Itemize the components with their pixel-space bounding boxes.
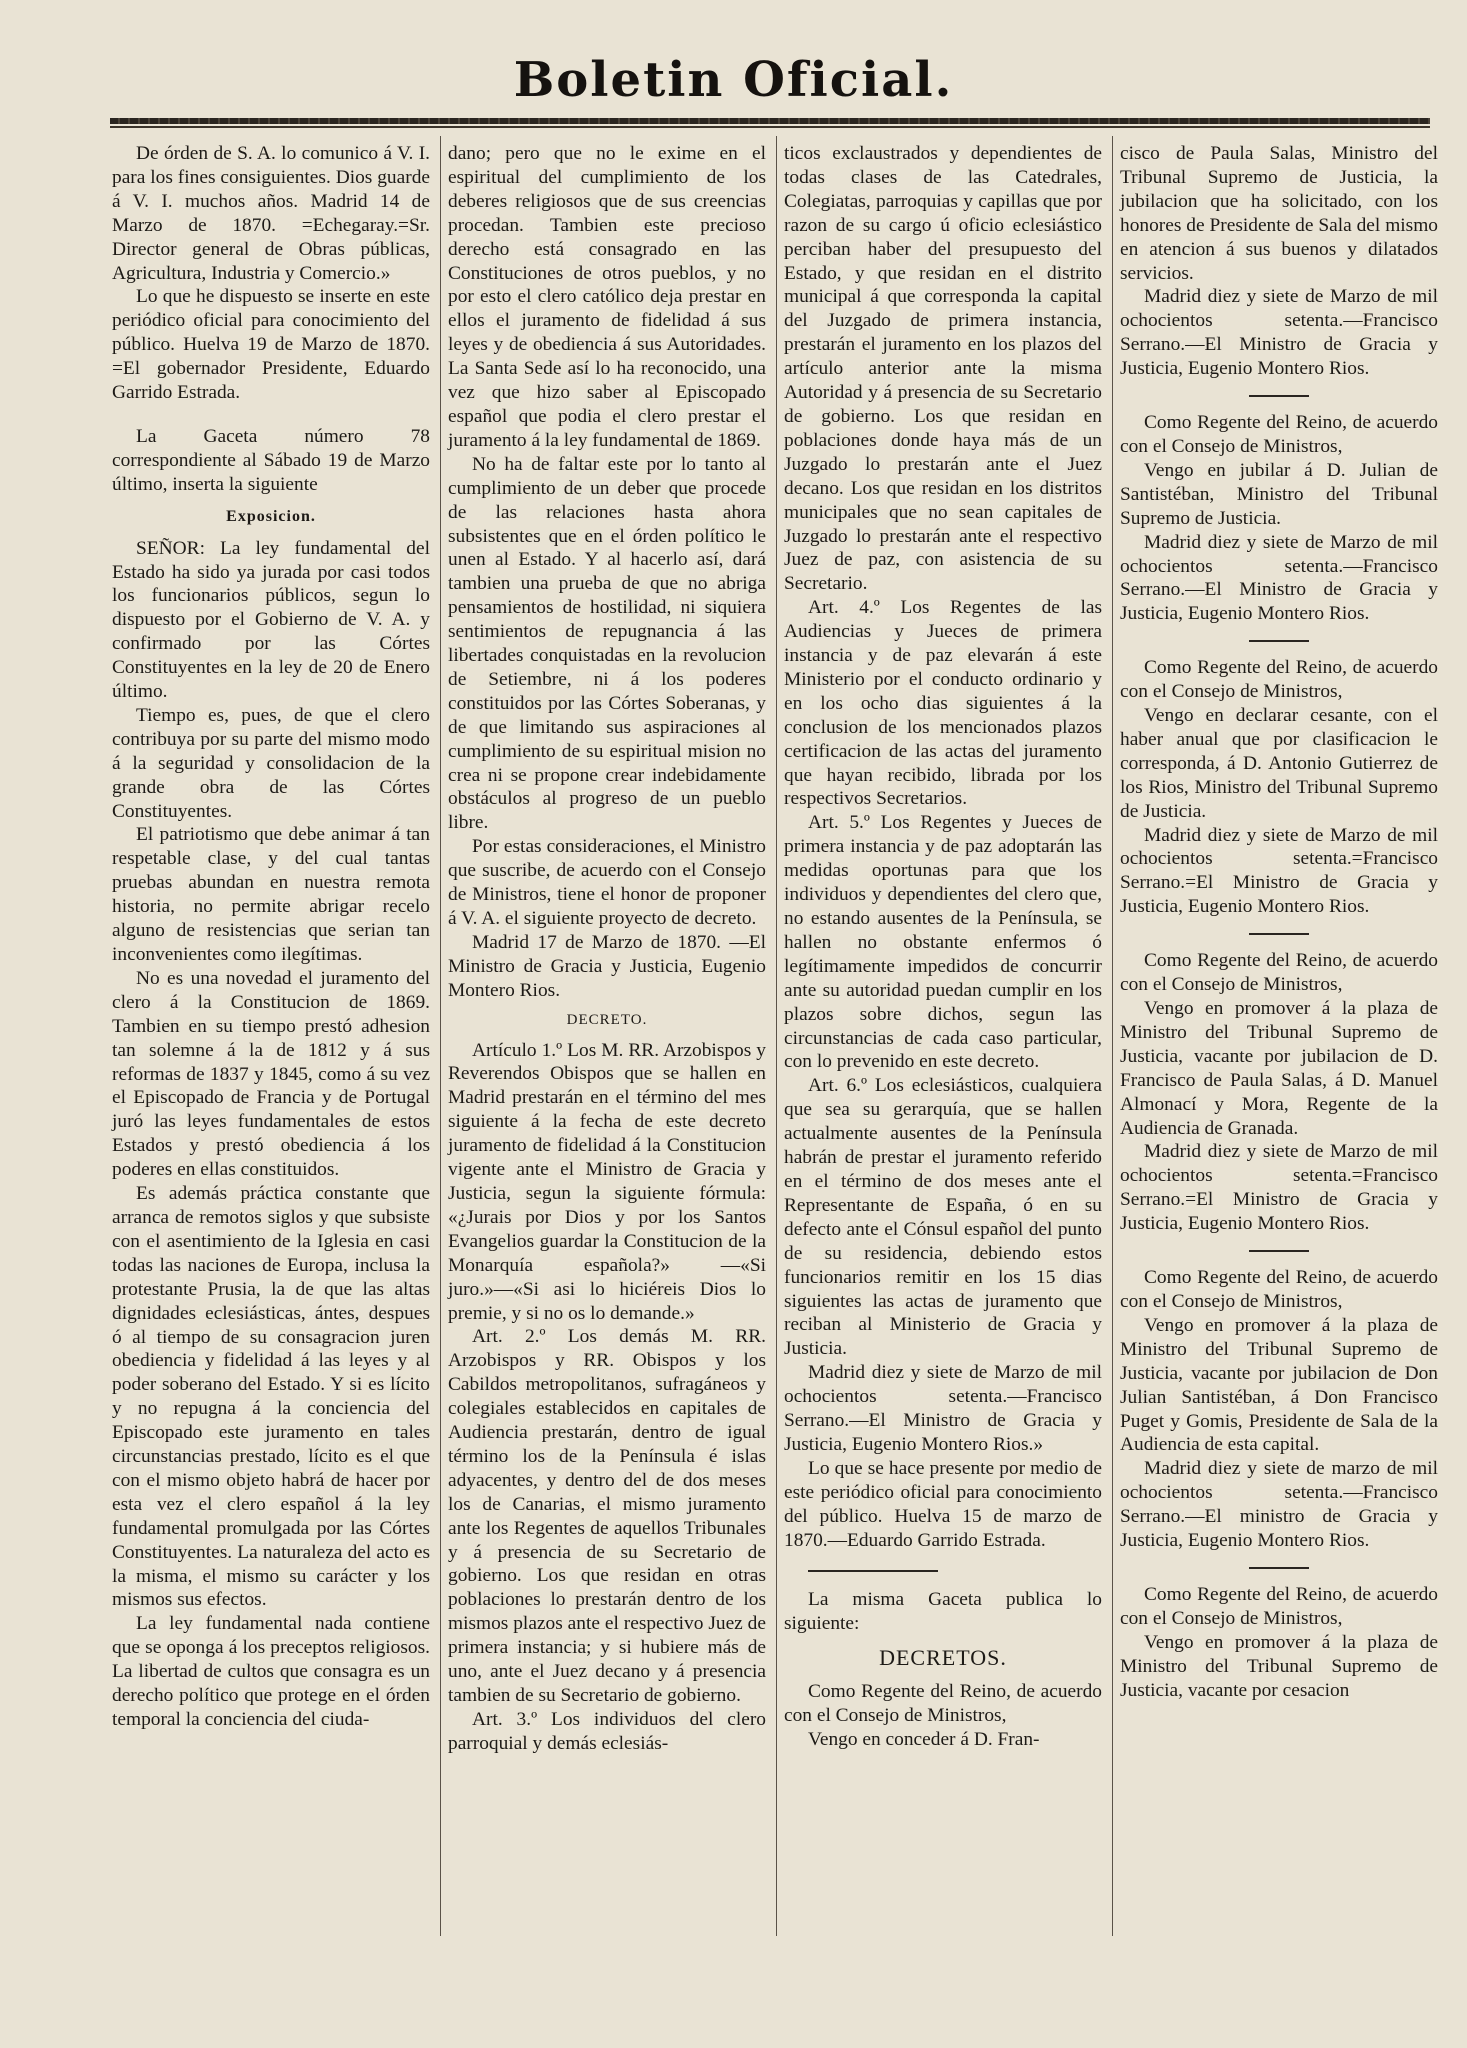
separator [1249, 395, 1309, 397]
column-1 [112, 142, 430, 1732]
paragraph: Es además práctica constante que arranca de remotos siglos y que subsiste con el asentimiento de la Iglesia en casi todas las naciones de Europa, inclusa la protestante Prusia, la de que las altas dignidades eclesiásticas, ántes, despues ó al tiempo de su consagracion juren obediencia y fidelidad á las leyes y al poder soberano del Estado. Y si es lícito y no repugna á la conciencia del Episcopado este juramento en tales circunstancias prestado, lícito es el que con el mismo objeto habrá de hacer por esta vez el clero español á la ley fundamental promulgada por las Córtes Constituyentes. La naturaleza del acto es la misma, el mismo su carácter y los mismos sus efectos. [112, 1183, 430, 1611]
separator [1249, 1567, 1309, 1569]
paragraph: Vengo en promover á la plaza de Ministro del Tribunal Supremo de Justicia, vacante por jubilacion de D. Francisco de Paula Salas, á D. Manuel Almonací y Mora, Regente de la Audiencia de Granada. [1120, 998, 1438, 1139]
paragraph: SEÑOR: La ley fundamental del Estado ha sido ya jurada por casi todos los funcionarios públicos, segun lo dispuesto por el Gobierno de V. A. y confirmado por las Córtes Constituyentes en la ley de 20 de Enero último. [112, 537, 430, 703]
separator [808, 1570, 938, 1572]
paragraph: Vengo en conceder á D. Fran- [808, 1729, 1040, 1750]
paragraph: Como Regente del Reino, de acuerdo con el Consejo de Ministros, [1120, 657, 1438, 703]
masthead-rule-thin [110, 126, 1430, 128]
separator [1249, 1250, 1309, 1252]
paragraph: Artículo 1.º Los M. RR. Arzobispos y Reverendos Obispos que se hallen en Madrid prestarán en el término del mes siguiente á la fecha de este decreto juramento de fidelidad á la Constitucion vigente ante el Ministro de Gracia y Justicia, segun la siguiente fórmula: «¿Jurais por Dios y por los Santos Evangelios guardar la Constitucion de la Monarquía española?» —«Si juro.»—«Si asi lo hiciéreis Dios lo premie, y si no os lo demande.» [448, 1039, 766, 1324]
column-divider [1112, 136, 1113, 1936]
paragraph: Como Regente del Reino, de acuerdo con el Consejo de Ministros, [1120, 950, 1438, 996]
paragraph: Madrid diez y siete de Marzo de mil ochocientos setenta.—Francisco Serrano.—El Ministro de Gracia y Justicia, Eugenio Montero Rios. [1120, 531, 1438, 625]
paragraph: Como Regente del Reino, de acuerdo con el Consejo de Ministros, [1120, 412, 1438, 457]
paragraph: Lo que se hace presente por medio de este periódico oficial para conocimiento del público. Huelva 15 de marzo de 1870.—Eduardo Garrido Estrada. [784, 1457, 1102, 1551]
paragraph: Por estas consideraciones, el Ministro que suscribe, de acuerdo con el Consejo de Ministros, tiene el honor de proponer á V. A. el siguiente proyecto de decreto. [448, 836, 766, 929]
separator [1249, 933, 1309, 935]
paragraph: De órden de S. A. lo comunico á V. I. para los fines consiguientes. Dios guarde á V. I. muchos años. Madrid 14 de Marzo de 1870. =Echegaray.=Sr. Director general de Obras públicas, Agricultura, Industria y Comercio.» [112, 143, 430, 284]
paragraph: Vengo en promover á la plaza de Ministro del Tribunal Supremo de Justicia, vacante por cesacion [1120, 1631, 1438, 1701]
paragraph: Como Regente del Reino, de acuerdo con el Consejo de Ministros, [1120, 1583, 1438, 1629]
section-heading: Exposicion. [226, 507, 316, 525]
paragraph: La ley fundamental nada contiene que se oponga á los preceptos religiosos. La libertad de cultos que consagra es un derecho político que protege en el órden temporal la conciencia del ciuda- [112, 1613, 430, 1730]
decree-heading: DECRETO. [566, 1011, 648, 1028]
paragraph: dano; pero que no le exime en el espiritual del cumplimiento de los deberes religiosos que de sus creencias procedan. Tambien este precioso derecho está consagrado en las Constituciones de otros pueblos, y no por esto el clero católico deja prestar en ellos el juramento de fidelidad á sus leyes y de obediencia á sus Autoridades. La Santa Sede así lo ha reconocido, una vez que hizo saber al Episcopado español que podia el clero prestar el juramento á la ley fundamental de 1869. [448, 143, 766, 451]
paragraph: No ha de faltar este por lo tanto al cumplimiento de un deber que procede de las relaciones hasta ahora subsistentes que en el órden político le unen al Estado. Y al hacerlo así, dará tambien una prueba de que no abriga pensamientos de hostilidad, ni siquiera sentimientos de repugnancia á las libertades conquistadas en la revolucion de Setiembre, ni á los poderes constituidos por las Córtes Soberanas, y de que limitando sus aspiraciones al cumplimiento de su espiritual mision no crea ni se propone crear indebidamente obstáculos al progreso de un pueblo libre. [448, 453, 766, 834]
paragraph: El patriotismo que debe animar á tan respetable clase, y del cual tantas pruebas abundan en nuestra remota historia, no permite abrigar recelo alguno de resistencias que serian tan inconvenientes como ilegítimas. [112, 824, 430, 965]
paragraph: No es una novedad el juramento del clero á la Constitucion de 1869. Tambien en su tiempo prestó adhesion tan solemne á la de 1812 y á sus reformas de 1837 y 1845, como á su vez el Episcopado de Francia y de Portugal juró las leyes fundamentales de estos Estados y prestó obediencia á los poderes en ellas constituidos. [112, 967, 430, 1181]
column-divider [440, 136, 441, 1936]
paragraph: La misma Gaceta publica lo siguiente: [784, 1589, 1102, 1635]
paragraph: Vengo en jubilar á D. Julian de Santistéban, Ministro del Tribunal Supremo de Justicia. [1120, 459, 1438, 529]
paragraph: Art. 4.º Los Regentes de las Audiencias y Jueces de primera instancia y de paz elevarán á este Ministerio por el conducto ordinario y en los ocho dias siguientes á la conclusion de los mencionados plazos certificacion de las actas del juramento que hayan recibido, librada por los respectivos Secretarios. [784, 597, 1102, 810]
column-3 [784, 142, 1102, 1752]
paragraph: Art. 3.º Los individuos del clero parroquial y demás eclesiás- [448, 1708, 766, 1754]
masthead-title: Boletin Oficial. [513, 52, 954, 108]
paragraph: Art. 2.º Los demás M. RR. Arzobispos y RR. Obispos y los Cabildos metropolitanos, sufragáneos y colegiales establecidos en capitales de Audiencia prestarán, dentro de igual término los de la Península é islas adyacentes, y dentro del de dos meses los de Canarias, el mismo juramento ante los Regentes de aquellos Tribunales y á presencia de su Secretario de gobierno. Los que residan en otras poblaciones lo prestarán dentro de los mismos plazos ante el respectivo Juez de primera instancia; y si hubiere más de uno, ante el Juez decano y á presencia tambien de su Secretario de gobierno. [448, 1326, 766, 1706]
paragraph: Madrid diez y siete de marzo de mil ochocientos setenta.—Francisco Serrano.—El ministro de Gracia y Justicia, Eugenio Montero Rios. [1120, 1458, 1438, 1552]
separator [1249, 640, 1309, 642]
paragraph: Vengo en promover á la plaza de Ministro del Tribunal Supremo de Justicia, vacante por jubilacion de Don Julian Santistéban, á Don Francisco Puget y Gomis, Presidente de Sala de la Audiencia de esta capital. [1120, 1314, 1438, 1456]
paragraph: Como Regente del Reino, de acuerdo con el Consejo de Ministros, [1120, 1267, 1438, 1312]
masthead-rule [110, 118, 1430, 124]
paragraph: cisco de Paula Salas, Ministro del Tribunal Supremo de Justicia, la jubilacion que ha solicitado, con los honores de Presidente de Sala del mismo en atencion á sus buenos y dilatados servicios. [1120, 143, 1438, 284]
paragraph: Art. 5.º Los Regentes y Jueces de primera instancia y de paz adoptarán las medidas oportunas para que los individuos y dependientes del clero que, no estando ausentes de la Península, se hallen no obstante enfermos ó legítimamente impedidos de concurrir ante su autoridad puedan cumplir en los plazos sobre dichos, segun las circunstancias de cada caso particular, con lo prevenido en este decreto. [784, 812, 1102, 1073]
paragraph: Art. 6.º Los eclesiásticos, cualquiera que sea su gerarquía, que se hallen actualmente ausentes de la Península habrán de prestar el juramento referido en el término de dos meses ante el Representante de España, ó en su defecto ante el Cónsul español del punto de su residencia, debiendo estos funcionarios remitir en los 15 dias siguientes las actas de juramento que reciban al Ministerio de Gracia y Justicia. [784, 1075, 1102, 1360]
paragraph: La Gaceta número 78 correspondiente al Sábado 19 de Marzo último, inserta la siguiente [112, 425, 430, 495]
paragraph: ticos exclaustrados y dependientes de todas clases de las Catedrales, Colegiatas, parroquias y capillas que por razon de su cargo ú oficio eclesiástico perciban haber del presupuesto del Estado, y que residan en el distrito municipal á que corresponda la capital del Juzgado de primera instancia, prestarán el juramento en los plazos del artículo anterior ante la misma Autoridad y á presencia de su Secretario de gobierno. Los que residan en poblaciones donde haya más de un Juzgado lo prestarán ante el Juez decano. Los que residan en los distritos municipales que no sean capitales de Juzgado lo prestarán ante el respectivo Juez de paz, con asistencia de su Secretario. [784, 143, 1102, 595]
paragraph: Vengo en declarar cesante, con el haber anual que por clasificacion le corresponda, á D. Antonio Gutierrez de los Rios, Ministro del Tribunal Supremo de Justicia. [1120, 705, 1438, 822]
paragraph: Madrid diez y siete de Marzo de mil ochocientos setenta.=Francisco Serrano.=El Ministro de Gracia y Justicia, Eugenio Montero Rios. [1120, 824, 1438, 918]
paragraph: Madrid 17 de Marzo de 1870. —El Ministro de Gracia y Justicia, Eugenio Montero Rios. [448, 931, 766, 1001]
paragraph: Madrid diez y siete de Marzo de mil ochocientos setenta.=Francisco Serrano.=El Ministro de Gracia y Justicia, Eugenio Montero Rios. [1120, 1141, 1438, 1235]
paragraph: Madrid diez y siete de Marzo de mil ochocientos setenta.—Francisco Serrano.—El Ministro de Gracia y Justicia, Eugenio Montero Rios.» [784, 1362, 1102, 1455]
paragraph: Madrid diez y siete de Marzo de mil ochocientos setenta.—Francisco Serrano.—El Ministro de Gracia y Justicia, Eugenio Montero Rios. [1120, 286, 1438, 380]
paragraph: Tiempo es, pues, de que el clero contribuya por su parte del mismo modo á la seguridad y consolidacion de la grande obra de las Córtes Constituyentes. [112, 704, 430, 822]
column-divider [776, 136, 777, 1936]
paragraph: Como Regente del Reino, de acuerdo con el Consejo de Ministros, [784, 1681, 1102, 1727]
column-4 [1120, 142, 1438, 1702]
decretos-heading: DECRETOS. [879, 1645, 1007, 1671]
paragraph: Lo que he dispuesto se inserte en este periódico oficial para conocimiento del público. Huelva 19 de Marzo de 1870. =El gobernador Presidente, Eduardo Garrido Estrada. [112, 286, 430, 404]
column-2 [448, 142, 766, 1756]
